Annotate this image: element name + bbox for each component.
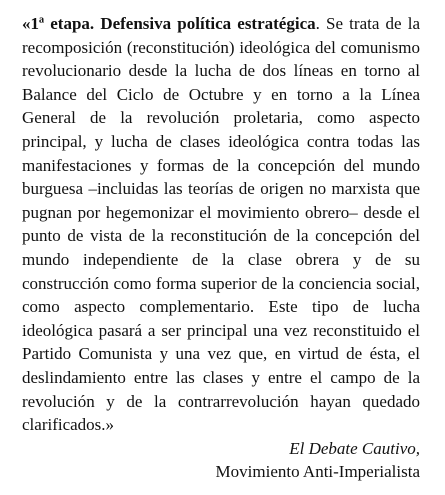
close-quote-mark: » bbox=[105, 415, 115, 435]
quote-heading bbox=[22, 14, 316, 33]
quote-body: . Se trata de la recomposición (reconstitución) ideológica del comunismo revolucionario desde la lucha de dos líneas en torno al Balance del Ciclo de Octubre y en torno a la Línea General de la revolución proletaria, como aspecto principal, y lucha de clases ideológica contra todas las manifestaciones y formas de la concepción del mundo burguesa –incluidas las teorías de origen no marxista que pugnan por hegemonizar el movimiento obrero– desde el punto de vista de la reconstitución de la concepción del mundo independiente de la clase obrera y de su construcción como forma superior de la conciencia social, como aspecto complementario. Este tipo de lucha ideológica pasará a ser principal una vez reconstituido el Partido Comunista y una vez que, en virtud de ésta, el deslindamiento entre las clases y entre el campo de la revolución y de la contrarrevolución hayan quedado clarificados. bbox=[22, 14, 420, 435]
open-quote-mark: « bbox=[22, 14, 31, 33]
attribution-author: Movimiento Anti-Imperialista bbox=[215, 462, 420, 482]
work-title: El Debate Cautivo bbox=[289, 438, 416, 458]
attribution-work-line bbox=[22, 437, 420, 461]
work-separator: , bbox=[415, 438, 420, 458]
attribution bbox=[22, 437, 420, 484]
document-page bbox=[22, 12, 420, 484]
heading-text: 1ª etapa. Defensiva política estratégica bbox=[30, 14, 316, 33]
quote-paragraph bbox=[22, 12, 420, 437]
